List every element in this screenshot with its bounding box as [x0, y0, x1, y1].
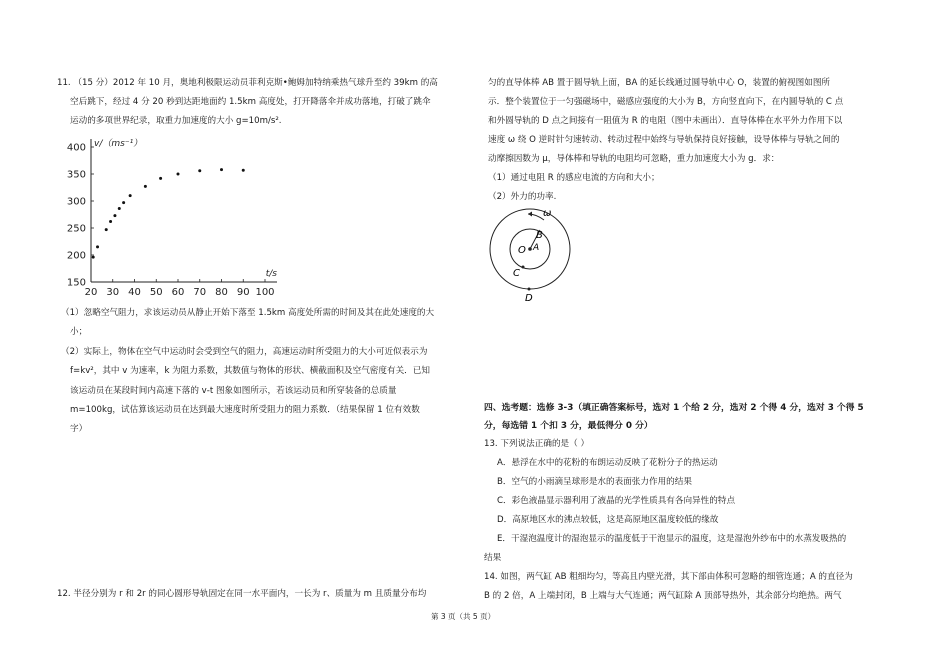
x-tick-label: 70 — [193, 287, 207, 298]
q12-cont-line-4: 速度 ω 绕 O 逆时针匀速转动、转动过程中始终与导轨保持良好接触，设导体棒与导轨之间的 — [488, 135, 840, 145]
point-a-label: A — [533, 243, 540, 253]
data-point — [144, 185, 147, 188]
data-point — [96, 245, 99, 248]
y-tick-label: 300 — [66, 196, 86, 208]
data-point — [242, 169, 245, 172]
q11-part1-line-2: 小； — [70, 327, 88, 337]
q12-line-1: 12. 半径分别为 r 和 2r 的同心圆形导轨固定在同一水平面内，一长为 r、质量为 m 且质量分布均 — [57, 589, 427, 599]
point-c-dot — [522, 266, 525, 269]
rotation-arrowhead-icon — [528, 212, 532, 217]
q11-part2-line-3: 该运动员在某段时间内高速下落的 v-t 图象如图所示，若该运动员和所穿装备的总质量 — [70, 386, 397, 396]
data-point — [113, 214, 116, 217]
x-tick-label: 50 — [149, 287, 163, 298]
x-tick-label: 40 — [128, 287, 141, 298]
y-tick-label: 150 — [66, 277, 86, 289]
q13-option-b: B．空气的小雨滴呈球形是水的表面张力作用的结果 — [497, 477, 692, 487]
q12-part1: （1）通过电阻 R 的感应电流的方向和大小； — [488, 173, 660, 183]
data-point — [129, 194, 132, 197]
q13-option-d: D．高原地区水的沸点较低，这是高原地区温度较低的缘故 — [497, 515, 719, 525]
q13-option-a: A．悬浮在水中的花粉的布朗运动反映了花粉分子的热运动 — [497, 458, 718, 468]
data-point — [105, 228, 108, 231]
x-tick-label: 20 — [84, 287, 98, 298]
point-d-dot — [528, 288, 531, 291]
section-4-heading-line-1: 四、选考题：选修 3-3（填正确答案标号，选对 1 个给 2 分，选对 2 个得 4 分，选对 3 个得 5 — [484, 403, 864, 413]
q13-option-e-line-1: E．干湿泡温度计的湿泡显示的温度低于干泡显示的温度，这是湿泡外纱布中的水蒸发吸热的 — [497, 534, 847, 544]
q11-part2-line-2: f=kv²，其中 v 为速率，k 为阻力系数，其数值与物体的形状、横截面积及空气密度有关．已知 — [70, 366, 430, 376]
q13-stem: 13. 下列说法正确的是（ ） — [484, 439, 590, 449]
q11-part2-line-4: m=100kg，试估算该运动员在达到最大速度时所受阻力的阻力系数．（结果保留 1 位有效数 — [70, 405, 420, 415]
q11-part1-line-1: （1）忽略空气阻力，求该运动员从静止开始下落至 1.5km 高度处所需的时间及其在此处速度的大 — [61, 308, 435, 318]
center-o-dot — [528, 247, 532, 251]
q11-part2-line-1: （2）实际上，物体在空气中运动时会受到空气的阻力，高速运动时所受阻力的大小可近似表示为 — [61, 347, 428, 357]
velocity-time-chart — [50, 132, 310, 302]
q11-part2-line-5: 字） — [70, 424, 88, 434]
q11-line-1: 11. （15 分）2012 年 10 月，奥地利极限运动员菲利克斯•鲍姆加特纳乘热气球升至约 39km 的高 — [57, 78, 438, 88]
y-tick-label: 200 — [66, 250, 86, 262]
q12-cont-line-2: 示．整个装置位于一匀强磁场中，磁感应强度的大小为 B，方向竖直向下，在内圆导轨的 C 点 — [488, 97, 844, 107]
y-axis-label: v/（ms⁻¹） — [94, 139, 143, 149]
point-o-label: O — [518, 245, 526, 256]
y-tick-label: 400 — [66, 142, 86, 154]
point-d-label: D — [525, 293, 533, 304]
y-tick-label: 350 — [66, 169, 86, 181]
q13-option-e-line-2: 结果 — [484, 553, 502, 563]
omega-label: ω — [543, 208, 552, 219]
q14-line-2: B 的 2 倍，A 上端封闭，B 上端与大气连通；两气缸除 A 顶部导热外，其余部分均绝热。两气 — [484, 591, 842, 601]
y-tick-label: 250 — [66, 223, 86, 235]
q14-line-1: 14. 如图，两气缸 AB 粗细均匀，等高且内壁光滑，其下部由体积可忽略的细管连通；A 的直径为 — [484, 572, 853, 582]
q11-line-2: 空后跳下，经过 4 分 20 秒到达距地面约 1.5km 高度处，打开降落伞并成功落地，打破了跳伞 — [70, 97, 431, 107]
concentric-rails-diagram — [478, 204, 588, 304]
data-point — [109, 220, 112, 223]
page-footer: 第 3 页（共 5 页） — [431, 612, 496, 621]
q12-part2: （2）外力的功率. — [488, 192, 557, 202]
x-tick-label: 90 — [236, 287, 250, 298]
x-tick-label: 30 — [106, 287, 120, 298]
data-point — [159, 177, 162, 180]
q11-line-3: 运动的多项世界纪录，取重力加速度的大小 g=10m/s². — [70, 116, 282, 126]
q12-cont-line-1: 匀的直导体棒 AB 置于圆导轨上面，BA 的延长线通过圆导轨中心 O，装置的俯视图如图所 — [488, 78, 831, 88]
x-tick-label: 60 — [171, 287, 185, 298]
x-tick-label: 80 — [215, 287, 228, 298]
section-4-heading-line-2: 分，每选错 1 个扣 3 分，最低得分 0 分） — [484, 421, 653, 431]
x-tick-label: 100 — [255, 287, 275, 298]
data-point — [92, 256, 95, 259]
q12-cont-line-5: 动摩擦因数为 μ，导体棒和导轨的电阻均可忽略，重力加速度大小为 g．求： — [488, 154, 780, 164]
q13-option-c: C．彩色液晶显示器利用了液晶的光学性质具有各向异性的特点 — [497, 496, 736, 506]
data-point — [198, 169, 201, 172]
point-b-label: B — [536, 230, 543, 241]
q12-cont-line-3: 和外圆导轨的 D 点之间接有一阻值为 R 的电阻（图中未画出）．直导体棒在水平外力作用下以 — [488, 116, 843, 126]
data-point — [122, 201, 125, 204]
point-c-label: C — [513, 268, 520, 279]
x-axis-label: t/s — [265, 269, 277, 279]
data-point — [220, 168, 223, 171]
data-point — [177, 173, 180, 176]
data-point — [118, 207, 121, 210]
